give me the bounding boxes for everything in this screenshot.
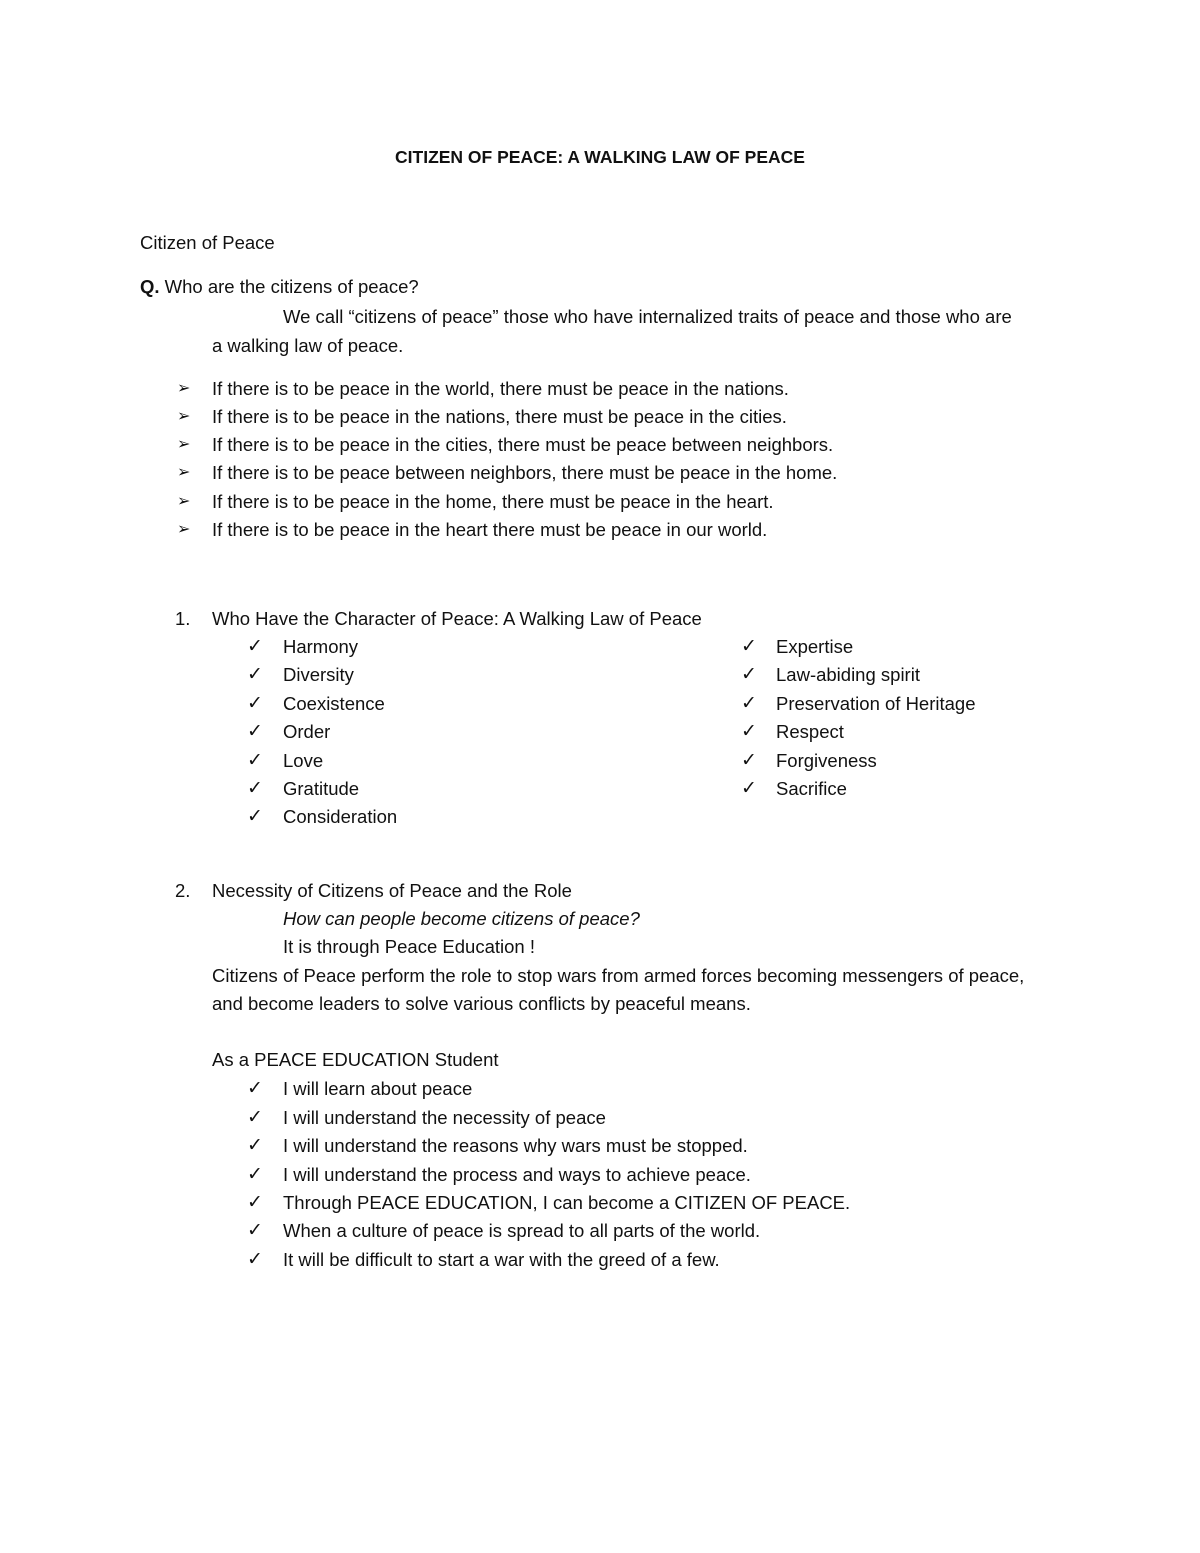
section-1-heading: Who Have the Character of Peace: A Walking Law of Peace (212, 608, 702, 629)
trait-item: Respect (776, 721, 844, 742)
bullet-text: If there is to be peace in the heart there must be peace in our world. (212, 519, 768, 540)
answer-line-1: We call “citizens of peace” those who have internalized traits of peace and those who are (283, 306, 1012, 327)
section-2-number: 2. (175, 880, 191, 901)
checkmark-icon: ✓ (247, 1220, 263, 1241)
arrow-bullet-icon: ➢ (177, 436, 191, 453)
bullet-text: If there is to be peace between neighbors, there must be peace in the home. (212, 462, 838, 483)
trait-item: Harmony (283, 636, 359, 657)
checkmark-icon: ✓ (247, 721, 263, 742)
checkmark-icon: ✓ (247, 750, 263, 771)
question-line (140, 275, 419, 299)
checkmark-icon: ✓ (247, 636, 263, 657)
commitment-item: Through PEACE EDUCATION, I can become a CITIZEN OF PEACE. (283, 1192, 851, 1213)
checkmark-icon: ✓ (247, 1164, 263, 1185)
checkmark-icon: ✓ (741, 778, 757, 799)
section-1-number: 1. (175, 608, 191, 629)
answer-line-2: a walking law of peace. (212, 335, 404, 356)
checkmark-icon: ✓ (741, 636, 757, 657)
question-text: Who are the citizens of peace? (164, 276, 419, 297)
section-2-answer: It is through Peace Education ! (283, 936, 535, 957)
commitment-item: It will be difficult to start a war with the greed of a few. (283, 1249, 720, 1270)
role-line-2: and become leaders to solve various conflicts by peaceful means. (212, 993, 751, 1014)
arrow-bullet-icon: ➢ (177, 521, 191, 538)
checkmark-icon: ✓ (247, 1249, 263, 1270)
checkmark-icon: ✓ (247, 1192, 263, 1213)
commitment-item: When a culture of peace is spread to all parts of the world. (283, 1220, 761, 1241)
trait-item: Preservation of Heritage (776, 693, 976, 714)
arrow-bullet-icon: ➢ (177, 408, 191, 425)
checkmark-icon: ✓ (741, 721, 757, 742)
trait-item: Expertise (776, 636, 854, 657)
bullet-text: If there is to be peace in the home, there must be peace in the heart. (212, 491, 774, 512)
question-prefix: Q. (140, 276, 160, 297)
commitment-item: I will learn about peace (283, 1078, 473, 1099)
trait-item: Gratitude (283, 778, 360, 799)
commitment-item: I will understand the necessity of peace (283, 1107, 606, 1128)
checkmark-icon: ✓ (247, 1078, 263, 1099)
trait-item: Forgiveness (776, 750, 877, 771)
trait-item: Order (283, 721, 331, 742)
checkmark-icon: ✓ (247, 664, 263, 685)
checkmark-icon: ✓ (247, 806, 263, 827)
section-2-question: How can people become citizens of peace? (283, 908, 640, 929)
section-heading: Citizen of Peace (140, 232, 275, 253)
student-heading: As a PEACE EDUCATION Student (212, 1049, 499, 1070)
checkmark-icon: ✓ (247, 693, 263, 714)
checkmark-icon: ✓ (247, 1135, 263, 1156)
section-2-heading: Necessity of Citizens of Peace and the Role (212, 880, 572, 901)
checkmark-icon: ✓ (741, 664, 757, 685)
trait-item: Law-abiding spirit (776, 664, 920, 685)
checkmark-icon: ✓ (247, 778, 263, 799)
trait-item: Love (283, 750, 324, 771)
commitment-item: I will understand the process and ways to achieve peace. (283, 1164, 751, 1185)
trait-item: Sacrifice (776, 778, 847, 799)
checkmark-icon: ✓ (741, 750, 757, 771)
trait-item: Coexistence (283, 693, 385, 714)
role-line-1: Citizens of Peace perform the role to stop wars from armed forces becoming messengers of peace, (212, 965, 1025, 986)
bullet-text: If there is to be peace in the world, there must be peace in the nations. (212, 378, 789, 399)
arrow-bullet-icon: ➢ (177, 493, 191, 510)
bullet-text: If there is to be peace in the cities, there must be peace between neighbors. (212, 434, 834, 455)
trait-item: Consideration (283, 806, 398, 827)
bullet-text: If there is to be peace in the nations, there must be peace in the cities. (212, 406, 787, 427)
checkmark-icon: ✓ (741, 693, 757, 714)
arrow-bullet-icon: ➢ (177, 380, 191, 397)
arrow-bullet-icon: ➢ (177, 464, 191, 481)
trait-item: Diversity (283, 664, 354, 685)
commitment-item: I will understand the reasons why wars must be stopped. (283, 1135, 748, 1156)
document-title: CITIZEN OF PEACE: A WALKING LAW OF PEACE (395, 147, 805, 167)
checkmark-icon: ✓ (247, 1107, 263, 1128)
